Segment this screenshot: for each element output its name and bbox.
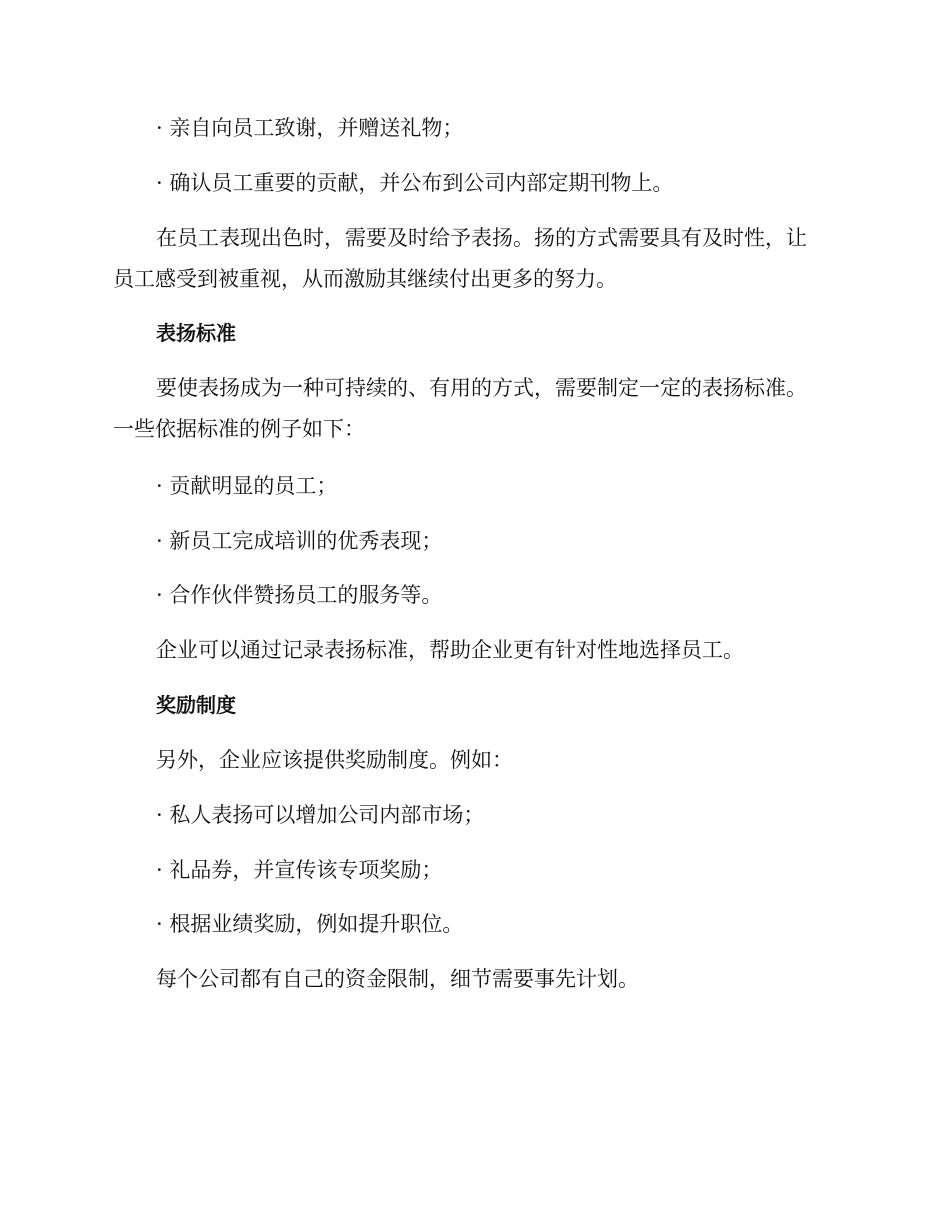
paragraph-line: 企业可以通过记录表扬标准，帮助企业更有针对性地选择员工。 [156,638,744,662]
paragraph-line: 在员工表现出色时，需要及时给予表扬。扬的方式需要具有及时性，让 [156,226,807,250]
bullet-item: · 亲自向员工致谢，并赠送礼物； [156,116,464,140]
bullet-item: · 确认员工重要的贡献，并公布到公司内部定期刊物上。 [156,171,674,195]
bullet-item: · 合作伙伴赞扬员工的服务等。 [156,583,443,607]
paragraph-line: 另外，企业应该提供奖励制度。例如： [156,748,513,772]
bullet-item: · 贡献明显的员工； [156,474,338,498]
paragraph-line: 一些依据标准的例子如下： [113,417,365,441]
paragraph-line: 员工感受到被重视，从而激励其继续付出更多的努力。 [113,267,617,291]
paragraph-line: 要使表扬成为一种可持续的、有用的方式，需要制定一定的表扬标准。 [156,376,807,400]
bullet-item: · 根据业绩奖励，例如提升职位。 [156,912,464,936]
section-heading: 奖励制度 [156,693,236,717]
bullet-item: · 礼品券，并宣传该专项奖励； [156,858,443,882]
bullet-item: · 新员工完成培训的优秀表现； [156,529,443,553]
bullet-item: · 私人表扬可以增加公司内部市场； [156,803,485,827]
paragraph-line: 每个公司都有自己的资金限制，细节需要事先计划。 [156,967,639,991]
section-heading: 表扬标准 [156,321,236,345]
